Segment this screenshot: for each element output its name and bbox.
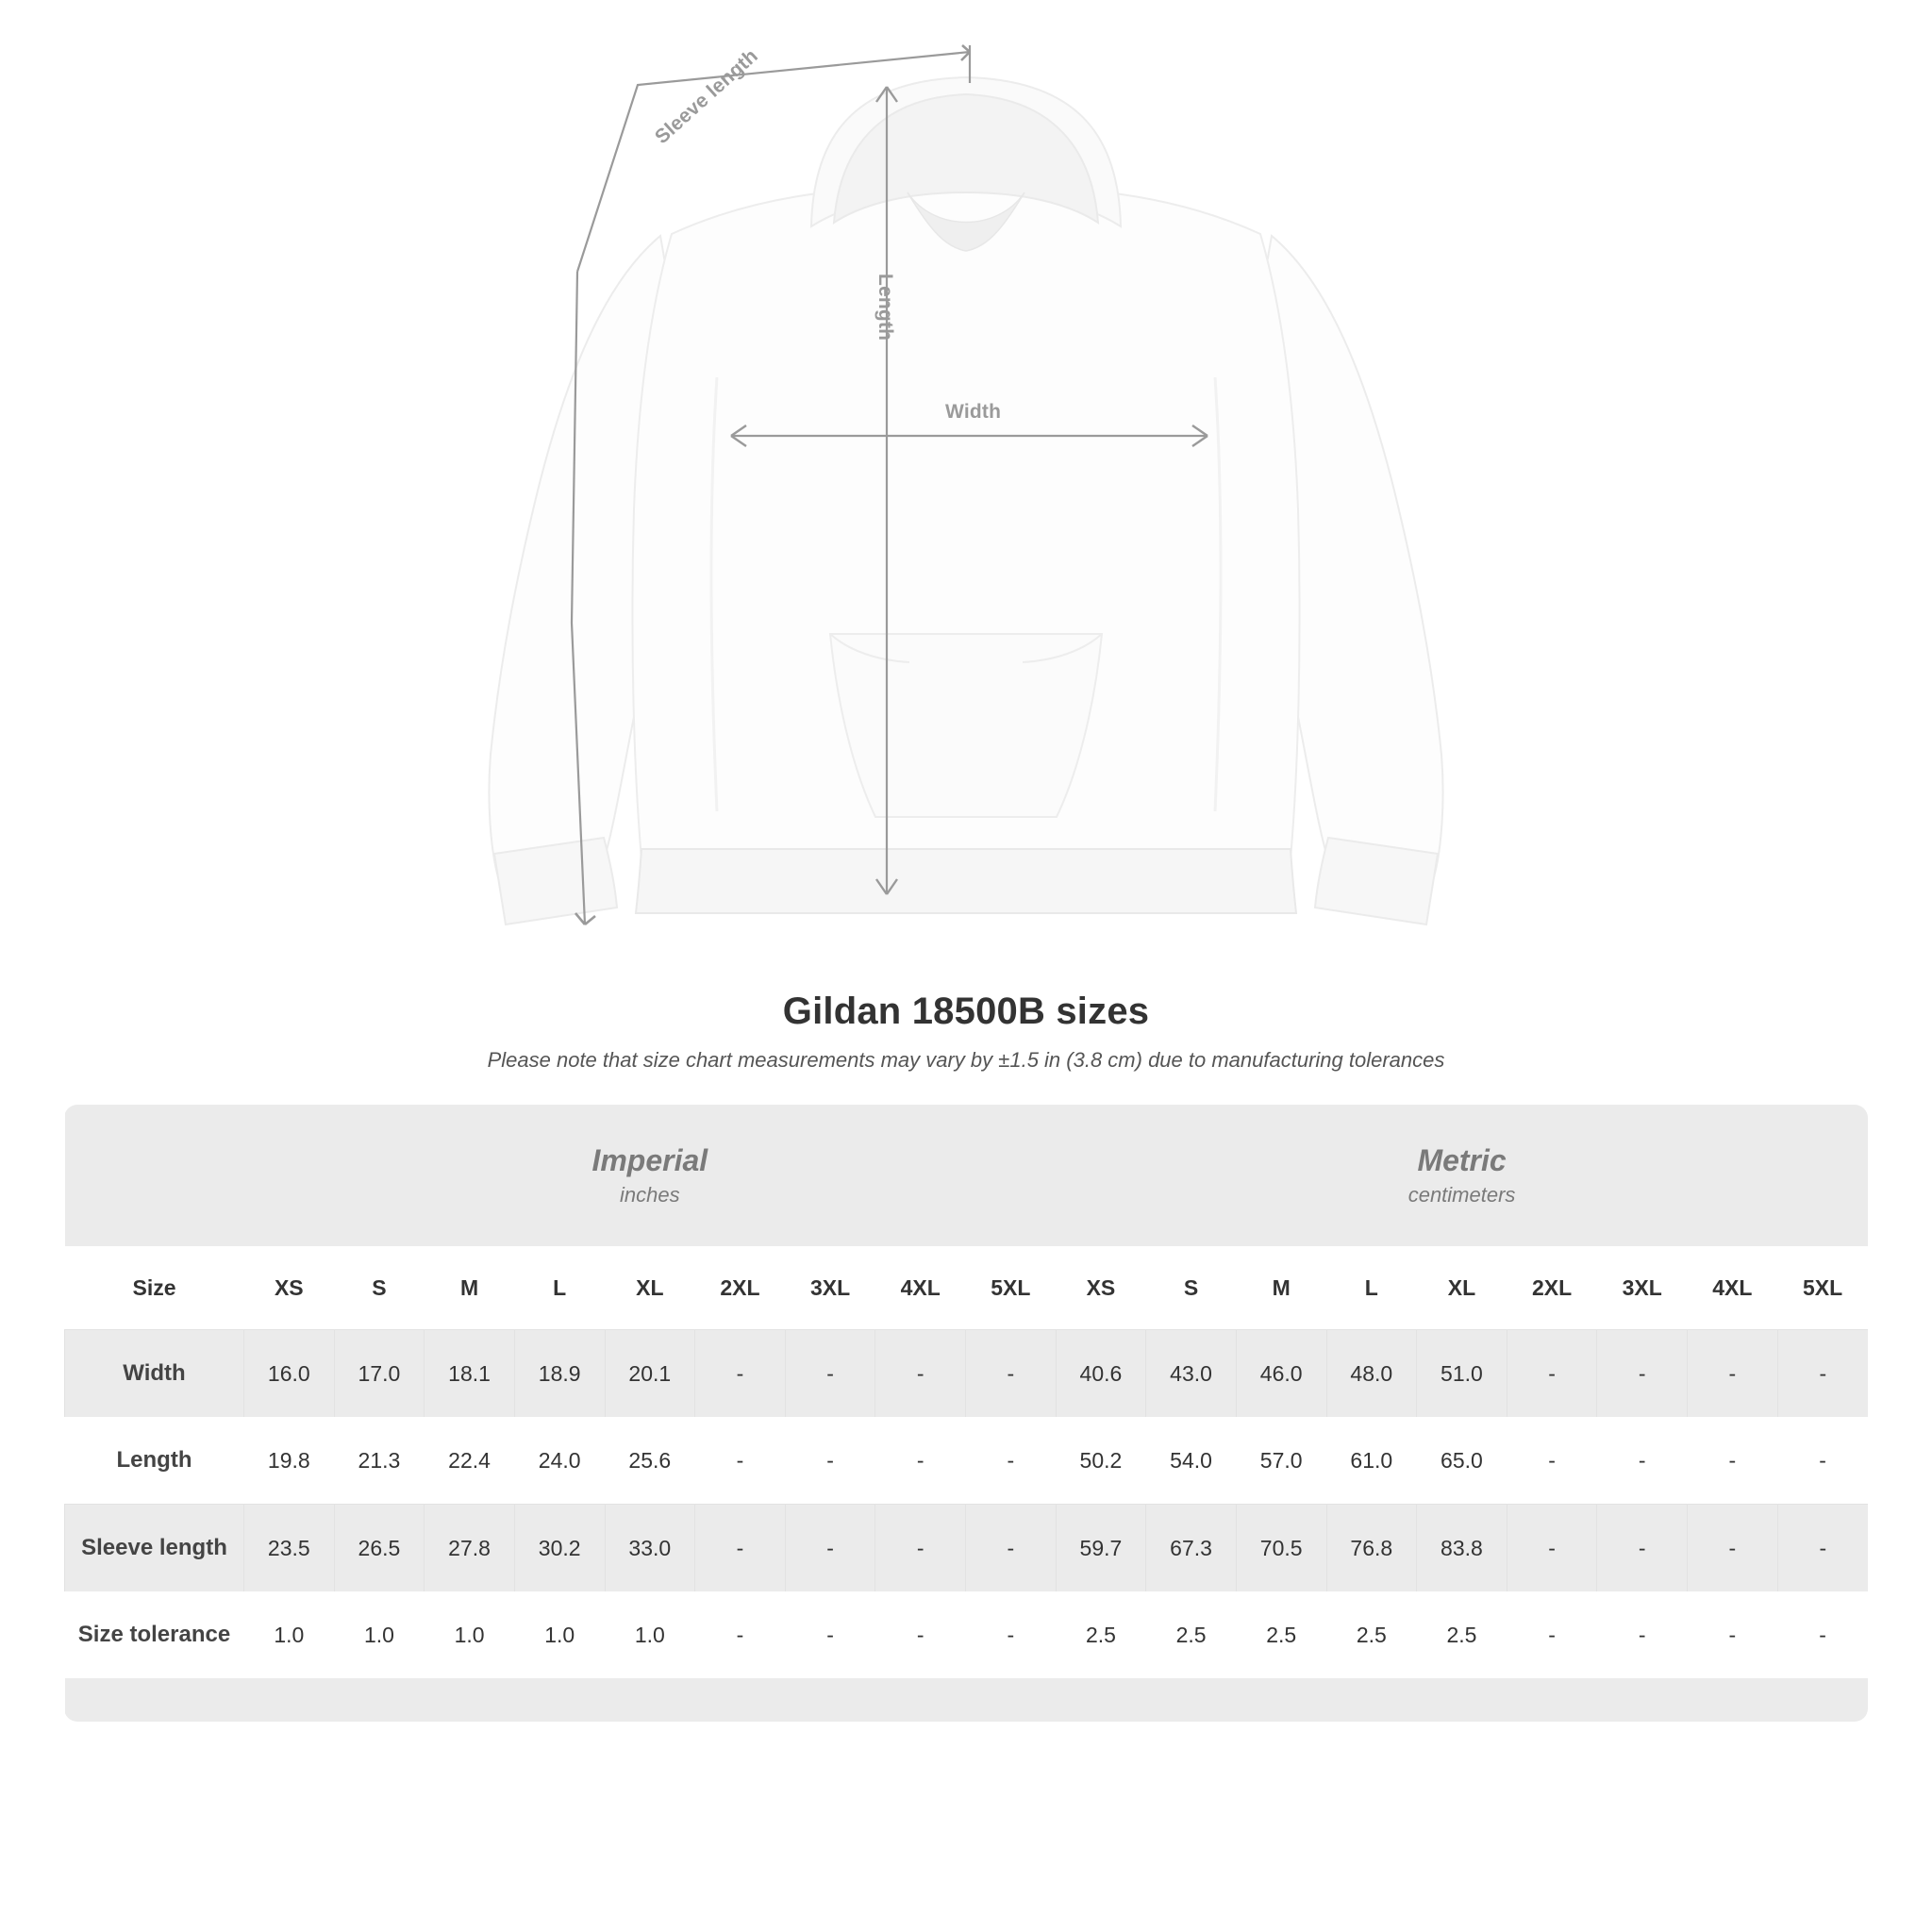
cell-tolerance-imperial-xs: 1.0 (244, 1591, 335, 1678)
cell-width-imperial-xs: 16.0 (244, 1330, 335, 1418)
unit-imperial-cell (244, 1105, 1057, 1246)
column-header-imperial-xl: XL (605, 1246, 695, 1330)
cell-sleeve-imperial-2xl: - (695, 1505, 786, 1592)
cell-sleeve-imperial-m: 27.8 (425, 1505, 515, 1592)
cell-length-imperial-3xl: - (785, 1417, 875, 1505)
cell-sleeve-metric-xl: 83.8 (1417, 1505, 1507, 1592)
cell-tolerance-imperial-4xl: - (875, 1591, 966, 1678)
cell-length-imperial-l: 24.0 (514, 1417, 605, 1505)
row-label-size-tolerance: Size tolerance (65, 1591, 244, 1678)
cell-sleeve-imperial-4xl: - (875, 1505, 966, 1592)
cell-tolerance-imperial-xl: 1.0 (605, 1591, 695, 1678)
column-header-imperial-5xl: 5XL (966, 1246, 1057, 1330)
cell-length-imperial-xl: 25.6 (605, 1417, 695, 1505)
unit-imperial-name: Imperial (591, 1142, 708, 1177)
cell-width-imperial-m: 18.1 (425, 1330, 515, 1418)
cell-sleeve-metric-5xl: - (1777, 1505, 1868, 1592)
cell-sleeve-metric-3xl: - (1597, 1505, 1688, 1592)
cell-width-metric-m: 46.0 (1236, 1330, 1326, 1418)
cell-length-imperial-xs: 19.8 (244, 1417, 335, 1505)
column-header-imperial-2xl: 2XL (695, 1246, 786, 1330)
title-block (0, 991, 1932, 1073)
cell-length-metric-m: 57.0 (1236, 1417, 1326, 1505)
table-footer-cell (65, 1678, 1869, 1722)
row-label-sleeve-length: Sleeve length (65, 1505, 244, 1592)
column-header-metric-m: M (1236, 1246, 1326, 1330)
cell-width-imperial-4xl: - (875, 1330, 966, 1418)
unit-header-row (65, 1105, 1869, 1246)
cell-width-metric-5xl: - (1777, 1330, 1868, 1418)
cell-width-metric-3xl: - (1597, 1330, 1688, 1418)
cell-tolerance-metric-xs: 2.5 (1056, 1591, 1146, 1678)
cell-width-imperial-3xl: - (785, 1330, 875, 1418)
length-label: Length (874, 274, 896, 341)
column-header-metric-2xl: 2XL (1507, 1246, 1597, 1330)
cell-sleeve-imperial-l: 30.2 (514, 1505, 605, 1592)
cell-sleeve-imperial-xs: 23.5 (244, 1505, 335, 1592)
cell-width-metric-2xl: - (1507, 1330, 1597, 1418)
cell-sleeve-metric-2xl: - (1507, 1505, 1597, 1592)
unit-metric-sub: centimeters (1407, 1182, 1516, 1207)
column-header-imperial-xs: XS (244, 1246, 335, 1330)
column-header-metric-3xl: 3XL (1597, 1246, 1688, 1330)
cell-tolerance-imperial-l: 1.0 (514, 1591, 605, 1678)
column-header-metric-xl: XL (1417, 1246, 1507, 1330)
cell-length-metric-xl: 65.0 (1417, 1417, 1507, 1505)
cell-tolerance-metric-4xl: - (1688, 1591, 1778, 1678)
size-table (64, 1105, 1868, 1722)
table-row (65, 1330, 1869, 1418)
table-row (65, 1591, 1869, 1678)
cell-sleeve-metric-s: 67.3 (1146, 1505, 1237, 1592)
unit-metric-name: Metric (1417, 1142, 1507, 1177)
cell-length-imperial-5xl: - (966, 1417, 1057, 1505)
cell-tolerance-metric-s: 2.5 (1146, 1591, 1237, 1678)
cell-length-metric-4xl: - (1688, 1417, 1778, 1505)
cell-tolerance-metric-xl: 2.5 (1417, 1591, 1507, 1678)
column-header-imperial-3xl: 3XL (785, 1246, 875, 1330)
column-header-size: Size (65, 1246, 244, 1330)
cell-tolerance-metric-2xl: - (1507, 1591, 1597, 1678)
tolerance-note: Please note that size chart measurements may vary by ±1.5 in (3.8 cm) due to manufacturing tolerances (487, 1048, 1445, 1072)
table-footer-row (65, 1678, 1869, 1722)
cell-sleeve-metric-4xl: - (1688, 1505, 1778, 1592)
cell-length-imperial-2xl: - (695, 1417, 786, 1505)
cell-tolerance-metric-l: 2.5 (1326, 1591, 1417, 1678)
cell-width-metric-s: 43.0 (1146, 1330, 1237, 1418)
cell-length-metric-xs: 50.2 (1056, 1417, 1146, 1505)
sleeve-length-label: Sleeve length (651, 44, 762, 149)
column-header-metric-4xl: 4XL (1688, 1246, 1778, 1330)
cell-sleeve-metric-xs: 59.7 (1056, 1505, 1146, 1592)
column-header-imperial-m: M (425, 1246, 515, 1330)
cell-sleeve-imperial-xl: 33.0 (605, 1505, 695, 1592)
cell-sleeve-metric-m: 70.5 (1236, 1505, 1326, 1592)
cell-width-metric-xs: 40.6 (1056, 1330, 1146, 1418)
cell-sleeve-metric-l: 76.8 (1326, 1505, 1417, 1592)
cell-width-metric-xl: 51.0 (1417, 1330, 1507, 1418)
column-header-imperial-l: L (514, 1246, 605, 1330)
size-table-wrapper (64, 1105, 1868, 1722)
cell-tolerance-imperial-2xl: - (695, 1591, 786, 1678)
cell-length-imperial-m: 22.4 (425, 1417, 515, 1505)
cell-width-metric-l: 48.0 (1326, 1330, 1417, 1418)
cell-length-metric-3xl: - (1597, 1417, 1688, 1505)
cell-width-imperial-l: 18.9 (514, 1330, 605, 1418)
cell-tolerance-metric-3xl: - (1597, 1591, 1688, 1678)
cell-length-imperial-s: 21.3 (334, 1417, 425, 1505)
cell-tolerance-metric-5xl: - (1777, 1591, 1868, 1678)
cell-length-imperial-4xl: - (875, 1417, 966, 1505)
column-header-imperial-4xl: 4XL (875, 1246, 966, 1330)
size-header-row (65, 1246, 1869, 1330)
unit-imperial-sub: inches (620, 1182, 680, 1207)
cell-tolerance-imperial-m: 1.0 (425, 1591, 515, 1678)
cell-tolerance-imperial-5xl: - (966, 1591, 1057, 1678)
width-label: Width (945, 401, 1002, 423)
cell-length-metric-s: 54.0 (1146, 1417, 1237, 1505)
column-header-metric-xs: XS (1056, 1246, 1146, 1330)
cell-length-metric-l: 61.0 (1326, 1417, 1417, 1505)
cell-sleeve-imperial-5xl: - (966, 1505, 1057, 1592)
column-header-imperial-s: S (334, 1246, 425, 1330)
cell-width-imperial-5xl: - (966, 1330, 1057, 1418)
cell-width-metric-4xl: - (1688, 1330, 1778, 1418)
cell-sleeve-imperial-s: 26.5 (334, 1505, 425, 1592)
unit-spacer-cell (65, 1105, 244, 1246)
unit-metric-cell (1056, 1105, 1868, 1246)
cell-width-imperial-s: 17.0 (334, 1330, 425, 1418)
table-row (65, 1417, 1869, 1505)
cell-tolerance-imperial-s: 1.0 (334, 1591, 425, 1678)
cell-tolerance-metric-m: 2.5 (1236, 1591, 1326, 1678)
cell-length-metric-5xl: - (1777, 1417, 1868, 1505)
cell-sleeve-imperial-3xl: - (785, 1505, 875, 1592)
row-label-length: Length (65, 1417, 244, 1505)
column-header-metric-5xl: 5XL (1777, 1246, 1868, 1330)
page-title: Gildan 18500B sizes (782, 991, 1150, 1032)
cell-width-imperial-xl: 20.1 (605, 1330, 695, 1418)
column-header-metric-l: L (1326, 1246, 1417, 1330)
cell-length-metric-2xl: - (1507, 1417, 1597, 1505)
cell-tolerance-imperial-3xl: - (785, 1591, 875, 1678)
column-header-metric-s: S (1146, 1246, 1237, 1330)
table-row (65, 1505, 1869, 1592)
row-label-width: Width (65, 1330, 244, 1418)
cell-width-imperial-2xl: - (695, 1330, 786, 1418)
